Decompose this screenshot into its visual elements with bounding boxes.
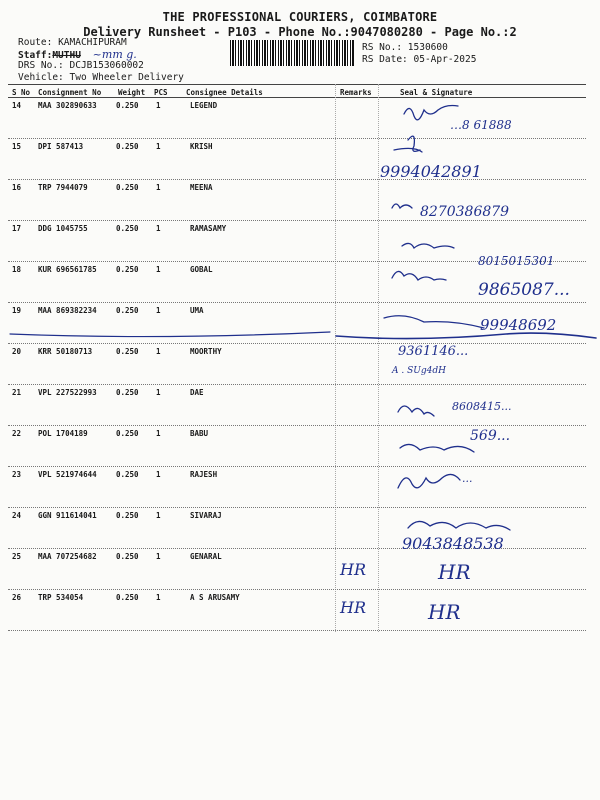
signature-scribble-22 bbox=[400, 444, 474, 452]
row-weight: 0.250 bbox=[116, 511, 139, 520]
signature-15: 9994042891 bbox=[380, 162, 482, 181]
row-consignment-no: GGN 911614041 bbox=[38, 511, 97, 520]
row-consignment-no: DDG 1045755 bbox=[38, 224, 88, 233]
row-sno: 22 bbox=[12, 429, 22, 438]
row-pcs: 1 bbox=[156, 470, 161, 479]
row-consignment-no: POL 1704189 bbox=[38, 429, 88, 438]
row-consignment-no: KRR 50180713 bbox=[38, 347, 93, 356]
row-consignment-no: TRP 7944079 bbox=[38, 183, 88, 192]
row-sno: 19 bbox=[12, 306, 22, 315]
row-sno: 21 bbox=[12, 388, 22, 397]
signature-scribble-21 bbox=[398, 406, 434, 416]
row-consignment-no: TRP 534054 bbox=[38, 593, 84, 602]
row-consignee: GENARAL bbox=[190, 552, 222, 561]
vehicle-value: Two Wheeler Delivery bbox=[69, 72, 184, 83]
remarks-25: HR bbox=[340, 560, 366, 579]
row-sno: 23 bbox=[12, 470, 22, 479]
row-consignee: RAMASAMY bbox=[190, 224, 227, 233]
row-consignment-no: MAA 302890633 bbox=[38, 101, 97, 110]
row-weight: 0.250 bbox=[116, 388, 139, 397]
col-header-consignment: Consignment No bbox=[38, 88, 102, 97]
rs-no-value: 1530600 bbox=[407, 42, 448, 53]
row-sno: 25 bbox=[12, 552, 22, 561]
row-pcs: 1 bbox=[156, 388, 161, 397]
strike-line-19 bbox=[336, 333, 596, 338]
signature-16: 8270386879 bbox=[420, 204, 510, 220]
row-consignee: MEENA bbox=[190, 183, 213, 192]
signature-20: 9361146... bbox=[398, 344, 469, 359]
staff-signature: ~mm g. bbox=[92, 48, 137, 61]
row-weight: 0.250 bbox=[116, 265, 139, 274]
row-consignment-no: DPI 587413 bbox=[38, 142, 84, 151]
row-sno: 18 bbox=[12, 265, 22, 274]
remarks-26: HR bbox=[340, 598, 366, 617]
row-consignment-no: KUR 696561785 bbox=[38, 265, 97, 274]
row-weight: 0.250 bbox=[116, 470, 139, 479]
row-consignment-no: VPL 521974644 bbox=[38, 470, 97, 479]
row-consignee: MOORTHY bbox=[190, 347, 222, 356]
route-value: KAMACHIPURAM bbox=[58, 37, 127, 48]
signature-19: 99948692 bbox=[480, 316, 557, 334]
signature-20-name: A . SUg4dH bbox=[392, 366, 446, 376]
signature-scribble-23 bbox=[398, 474, 460, 488]
row-sno: 17 bbox=[12, 224, 22, 233]
row-pcs: 1 bbox=[156, 552, 161, 561]
row-sno: 20 bbox=[12, 347, 22, 356]
row-sno: 26 bbox=[12, 593, 22, 602]
row-consignee: UMA bbox=[190, 306, 204, 315]
signature-26: HR bbox=[428, 600, 461, 624]
signature-17: 8015015301 bbox=[478, 254, 555, 268]
row-consignee: RAJESH bbox=[190, 470, 218, 479]
row-consignee: KRISH bbox=[190, 142, 213, 151]
vehicle-line: Vehicle: Two Wheeler Delivery bbox=[18, 72, 184, 83]
row-pcs: 1 bbox=[156, 142, 161, 151]
col-header-remarks: Remarks bbox=[340, 88, 372, 97]
col-header-signature: Seal & Signature bbox=[400, 88, 473, 97]
signature-24: 9043848538 bbox=[402, 534, 504, 553]
row-pcs: 1 bbox=[156, 511, 161, 520]
row-weight: 0.250 bbox=[116, 224, 139, 233]
row-consignee: LEGEND bbox=[190, 101, 218, 110]
row-pcs: 1 bbox=[156, 265, 161, 274]
row-consignee: A S ARUSAMY bbox=[190, 593, 240, 602]
drs-line: DRS No.: DCJB153060002 bbox=[18, 60, 144, 71]
signature-14: …8 61888 bbox=[450, 118, 512, 132]
row-sno: 16 bbox=[12, 183, 22, 192]
drs-value: DCJB153060002 bbox=[69, 60, 144, 71]
row-weight: 0.250 bbox=[116, 101, 139, 110]
row-sno: 24 bbox=[12, 511, 22, 520]
staff-value: MUTHU bbox=[52, 50, 81, 61]
row-weight: 0.250 bbox=[116, 183, 139, 192]
signature-18: 9865087... bbox=[478, 280, 570, 300]
signature-scribble-19 bbox=[384, 316, 484, 328]
row-pcs: 1 bbox=[156, 429, 161, 438]
row-sno: 15 bbox=[12, 142, 22, 151]
row-pcs: 1 bbox=[156, 224, 161, 233]
row-pcs: 1 bbox=[156, 347, 161, 356]
row-consignment-no: VPL 227522993 bbox=[38, 388, 97, 397]
col-header-weight: Weight bbox=[118, 88, 146, 97]
route-line: Route: KAMACHIPURAM bbox=[18, 37, 127, 48]
staff-line: Staff:MUTHU ~mm g. bbox=[18, 48, 137, 61]
signature-scribble-24 bbox=[408, 521, 510, 530]
signature-25: HR bbox=[438, 560, 471, 584]
signature-22: 569... bbox=[470, 428, 511, 444]
row-weight: 0.250 bbox=[116, 142, 139, 151]
row-sno: 14 bbox=[12, 101, 22, 110]
runsheet-subtitle: Delivery Runsheet - P103 - Phone No.:9047080280 - Page No.:2 bbox=[83, 25, 517, 39]
row-weight: 0.250 bbox=[116, 347, 139, 356]
rs-no-line: RS No.: 1530600 bbox=[362, 42, 448, 53]
row-consignment-no: MAA 869382234 bbox=[38, 306, 97, 315]
row-weight: 0.250 bbox=[116, 552, 139, 561]
signature-23: ... bbox=[462, 472, 473, 485]
row-consignee: BABU bbox=[190, 429, 209, 438]
row-pcs: 1 bbox=[156, 306, 161, 315]
row-weight: 0.250 bbox=[116, 306, 139, 315]
row-weight: 0.250 bbox=[116, 429, 139, 438]
page-title: THE PROFESSIONAL COURIERS, COIMBATORE bbox=[162, 10, 438, 24]
col-header-pcs: PCS bbox=[154, 88, 168, 97]
row-consignee: GOBAL bbox=[190, 265, 213, 274]
signature-scribble-18 bbox=[392, 271, 446, 280]
row-consignment-no: MAA 707254682 bbox=[38, 552, 97, 561]
rs-date-value: 05-Apr-2025 bbox=[413, 54, 477, 65]
signature-scribble-17 bbox=[402, 243, 454, 248]
rs-date-line: RS Date: 05-Apr-2025 bbox=[362, 54, 477, 65]
row-pcs: 1 bbox=[156, 101, 161, 110]
row-pcs: 1 bbox=[156, 593, 161, 602]
signature-21: 8608415... bbox=[452, 400, 512, 413]
row-19-underline bbox=[10, 332, 330, 337]
col-header-sno: S No bbox=[12, 88, 31, 97]
row-weight: 0.250 bbox=[116, 593, 139, 602]
col-header-consignee: Consignee Details bbox=[186, 88, 263, 97]
row-consignee: DAE bbox=[190, 388, 204, 397]
row-consignee: SIVARAJ bbox=[190, 511, 222, 520]
row-pcs: 1 bbox=[156, 183, 161, 192]
signature-scribble-16 bbox=[392, 204, 412, 208]
